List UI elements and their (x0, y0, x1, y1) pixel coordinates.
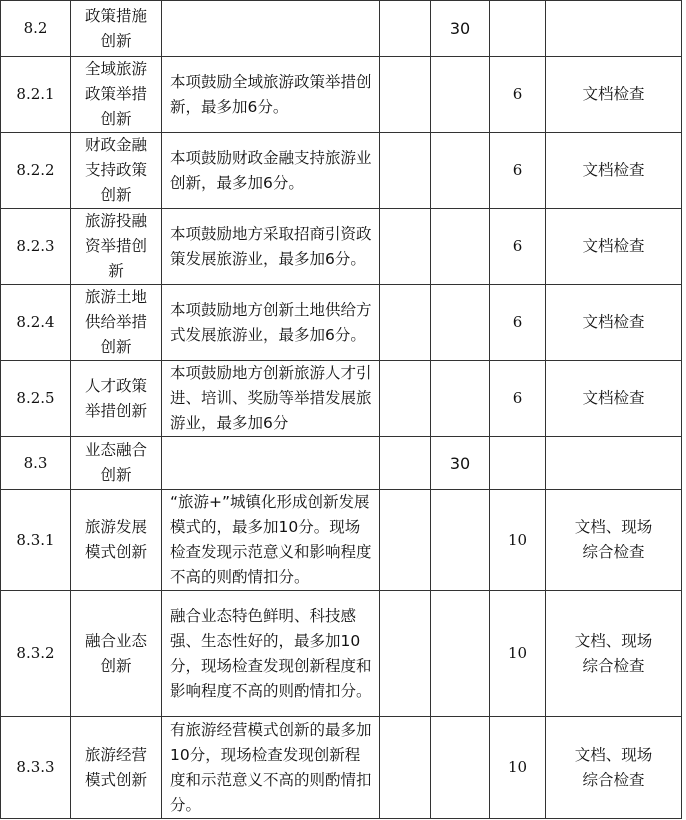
item-score: 6 (490, 285, 546, 361)
item-check-method (546, 437, 682, 490)
item-check-method: 文档检查 (546, 285, 682, 361)
item-check-method: 文档、现场综合检查 (546, 490, 682, 591)
item-name: 业态融合创新 (71, 437, 162, 490)
item-check-method: 文档、现场综合检查 (546, 591, 682, 717)
empty-cell (380, 133, 431, 209)
item-check-method: 文档检查 (546, 57, 682, 133)
item-name: 全域旅游政策举措创新 (71, 57, 162, 133)
item-code: 8.2.2 (1, 133, 71, 209)
item-total-score (431, 361, 490, 437)
item-code: 8.3.3 (1, 717, 71, 819)
item-name: 旅游土地供给举措创新 (71, 285, 162, 361)
item-name: 财政金融支持政策创新 (71, 133, 162, 209)
item-code: 8.2.1 (1, 57, 71, 133)
item-check-method (546, 1, 682, 57)
item-code: 8.2 (1, 1, 71, 57)
item-total-score (431, 717, 490, 819)
table-row (1, 285, 682, 361)
item-description: “旅游+”城镇化形成创新发展模式的，最多加10分。现场检查发现示范意义和影响程度不高的则酌情扣分。 (162, 490, 380, 591)
item-code: 8.2.4 (1, 285, 71, 361)
item-code: 8.3 (1, 437, 71, 490)
item-check-method: 文档、现场综合检查 (546, 717, 682, 819)
item-total-score (431, 133, 490, 209)
item-description: 本项鼓励财政金融支持旅游业创新，最多加6分。 (162, 133, 380, 209)
item-code: 8.2.3 (1, 209, 71, 285)
item-score: 6 (490, 209, 546, 285)
item-total-score (431, 285, 490, 361)
empty-cell (380, 209, 431, 285)
empty-cell (380, 437, 431, 490)
table-row (1, 591, 682, 717)
table-row (1, 209, 682, 285)
item-name: 旅游经营模式创新 (71, 717, 162, 819)
item-name: 旅游发展模式创新 (71, 490, 162, 591)
empty-cell (380, 361, 431, 437)
item-name: 旅游投融资举措创新 (71, 209, 162, 285)
item-check-method: 文档检查 (546, 361, 682, 437)
item-total-score: 30 (431, 437, 490, 490)
table-row (1, 57, 682, 133)
item-description: 本项鼓励地方采取招商引资政策发展旅游业，最多加6分。 (162, 209, 380, 285)
item-name: 政策措施创新 (71, 1, 162, 57)
item-name: 融合业态创新 (71, 591, 162, 717)
item-description (162, 1, 380, 57)
item-name: 人才政策举措创新 (71, 361, 162, 437)
item-code: 8.2.5 (1, 361, 71, 437)
item-score: 6 (490, 57, 546, 133)
item-description: 本项鼓励地方创新旅游人才引进、培训、奖励等举措发展旅游业，最多加6分 (162, 361, 380, 437)
item-score: 10 (490, 591, 546, 717)
empty-cell (380, 591, 431, 717)
item-description: 融合业态特色鲜明、科技感强、生态性好的，最多加10分，现场检查发现创新程度和影响程度不高的则酌情扣分。 (162, 591, 380, 717)
table-row (1, 717, 682, 819)
item-total-score (431, 591, 490, 717)
item-code: 8.3.1 (1, 490, 71, 591)
empty-cell (380, 1, 431, 57)
table-row (1, 437, 682, 490)
empty-cell (380, 57, 431, 133)
table-row (1, 133, 682, 209)
item-description: 有旅游经营模式创新的最多加10分，现场检查发现创新程度和示范意义不高的则酌情扣分。 (162, 717, 380, 819)
item-total-score (431, 57, 490, 133)
empty-cell (380, 717, 431, 819)
item-code: 8.3.2 (1, 591, 71, 717)
item-score: 6 (490, 133, 546, 209)
item-description (162, 437, 380, 490)
table-row (1, 361, 682, 437)
table-row (1, 1, 682, 57)
item-description: 本项鼓励地方创新土地供给方式发展旅游业，最多加6分。 (162, 285, 380, 361)
empty-cell (380, 490, 431, 591)
item-total-score (431, 490, 490, 591)
item-score: 6 (490, 361, 546, 437)
item-score: 10 (490, 717, 546, 819)
item-total-score: 30 (431, 1, 490, 57)
item-check-method: 文档检查 (546, 133, 682, 209)
table-row (1, 490, 682, 591)
item-score (490, 437, 546, 490)
item-score (490, 1, 546, 57)
item-total-score (431, 209, 490, 285)
item-description: 本项鼓励全域旅游政策举措创新，最多加6分。 (162, 57, 380, 133)
item-check-method: 文档检查 (546, 209, 682, 285)
item-score: 10 (490, 490, 546, 591)
empty-cell (380, 285, 431, 361)
